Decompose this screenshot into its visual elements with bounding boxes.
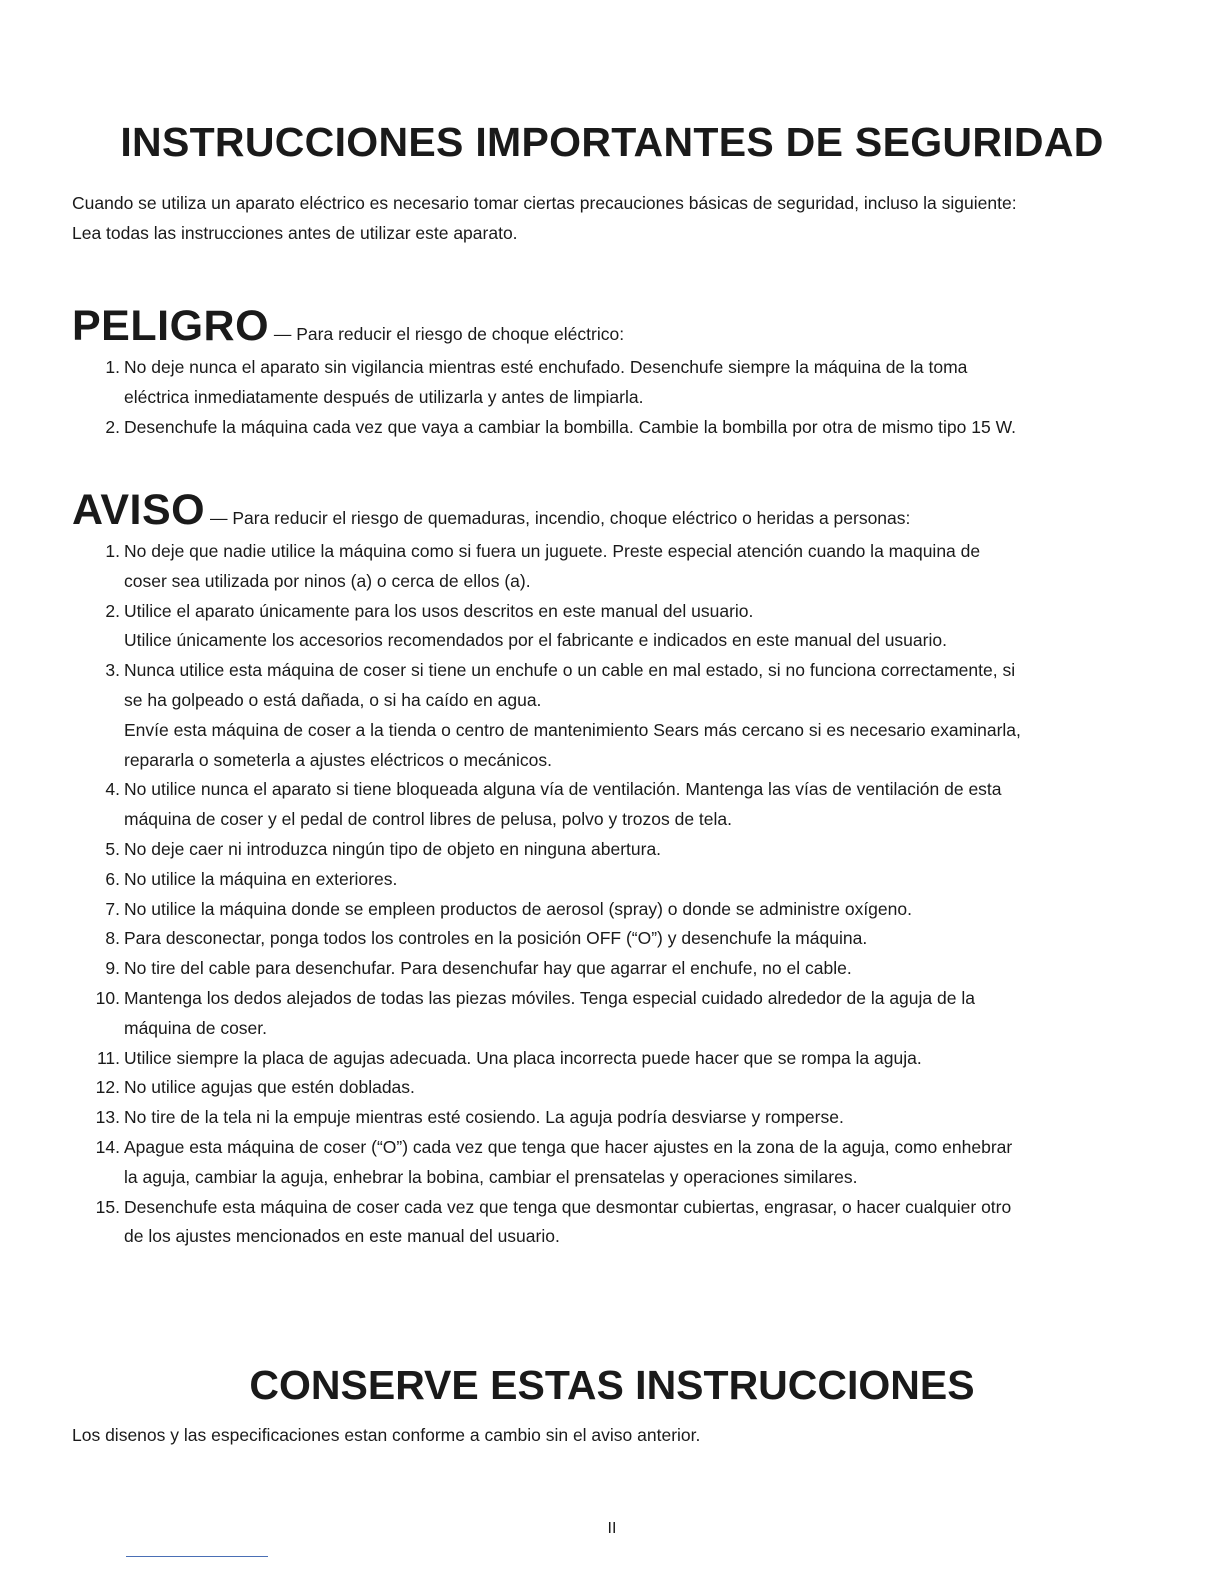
list-item-text	[124, 984, 1152, 1044]
list-item-text	[124, 537, 1152, 597]
list-item-line: máquina de coser.	[124, 1017, 268, 1038]
list-item-line: No utilice agujas que estén dobladas.	[124, 1077, 415, 1098]
intro-line: Lea todas las instrucciones antes de utilizar este aparato.	[72, 223, 518, 243]
list-item-line: se ha golpeado o está dañada, o si ha caído en agua.	[124, 689, 542, 710]
list-item-line: repararla o someterla a ajustes eléctricos o mecánicos.	[124, 749, 552, 770]
list-item	[72, 775, 1152, 835]
list-item-number: 13.	[95, 1107, 120, 1128]
list-item-line: No deje que nadie utilice la máquina como si fuera un juguete. Preste especial atención cuando la maquina de	[124, 541, 981, 561]
list-item	[72, 835, 1152, 865]
list-item-number: 10.	[95, 987, 120, 1008]
intro-paragraph	[72, 188, 1172, 248]
list-item	[72, 1073, 1152, 1103]
list-item-number: 3.	[105, 660, 120, 681]
list-item-line: No deje nunca el aparato sin vigilancia mientras esté enchufado. Desenchufe siempre la máquina de la toma	[124, 357, 968, 377]
list-item-line: la aguja, cambiar la aguja, enhebrar la bobina, cambiar el prensatelas y operaciones similares.	[124, 1166, 858, 1187]
list-item-number: 1.	[105, 541, 120, 561]
list-item-number: 15.	[95, 1196, 120, 1217]
list-item-line: No utilice la máquina en exteriores.	[124, 868, 398, 889]
list-item-line: Desenchufe esta máquina de coser cada vez que tenga que desmontar cubiertas, engrasar, o hacer cualquier otro	[124, 1196, 1012, 1217]
list-item	[72, 895, 1152, 925]
list-item-number: 11.	[96, 1047, 120, 1068]
list-item	[72, 1193, 1152, 1253]
list-item	[72, 413, 1152, 443]
list-item-number: 2.	[105, 600, 120, 621]
list-item-line: No deje caer ni introduzca ningún tipo de objeto en ninguna abertura.	[124, 838, 662, 859]
list-item-line: Para desconectar, ponga todos los controles en la posición OFF (“O”) y desenchufe la máquina.	[124, 928, 868, 949]
list-item-line: Desenchufe la máquina cada vez que vaya a cambiar la bombilla. Cambie la bombilla por otra de mismo tipo 15 W.	[124, 416, 1016, 437]
aviso-description: — Para reducir el riesgo de quemaduras, incendio, choque eléctrico o heridas a personas:	[205, 508, 911, 528]
page-number: II	[607, 1520, 617, 1537]
list-item-line: coser sea utilizada por ninos (a) o cerca de ellos (a).	[124, 570, 531, 591]
list-item	[72, 984, 1152, 1044]
list-item-text	[124, 413, 1152, 443]
list-item-text	[124, 835, 1152, 865]
list-item	[72, 1133, 1152, 1193]
peligro-label: PELIGRO	[72, 302, 270, 350]
list-item-text	[124, 1133, 1152, 1193]
list-item-line: Utilice siempre la placa de agujas adecuada. Una placa incorrecta puede hacer que se rompa la aguja.	[124, 1047, 922, 1068]
list-item-number: 5.	[105, 838, 120, 859]
footer-note: Los disenos y las especificaciones estan conforme a cambio sin el aviso anterior.	[72, 1425, 701, 1445]
list-item-text	[124, 1073, 1152, 1103]
list-item-text	[124, 353, 1152, 413]
list-item	[72, 656, 1152, 775]
footer-divider	[126, 1556, 268, 1557]
list-item-line: Utilice el aparato únicamente para los usos descritos en este manual del usuario.	[124, 600, 754, 621]
aviso-list	[72, 537, 1152, 1252]
list-item-line: de los ajustes mencionados en este manual del usuario.	[124, 1226, 560, 1247]
page-title: INSTRUCCIONES IMPORTANTES DE SEGURIDAD	[120, 119, 1104, 165]
peligro-list	[72, 353, 1152, 442]
list-item-text	[124, 954, 1152, 984]
list-item	[72, 1044, 1152, 1074]
list-item-text	[124, 656, 1152, 775]
peligro-heading	[72, 302, 624, 351]
list-item-line: No utilice nunca el aparato si tiene bloqueada alguna vía de ventilación. Mantenga las vías de ventilación de esta	[124, 779, 1002, 800]
list-item-number: 12.	[95, 1077, 120, 1098]
list-item-number: 8.	[105, 928, 120, 949]
aviso-heading	[72, 486, 910, 535]
list-item-line: Utilice únicamente los accesorios recomendados por el fabricante e indicados en este manual del usuario.	[124, 630, 947, 651]
list-item	[72, 954, 1152, 984]
list-item-text	[124, 1044, 1152, 1074]
list-item	[72, 1103, 1152, 1133]
peligro-description: — Para reducir el riesgo de choque eléctrico:	[269, 324, 625, 344]
list-item	[72, 597, 1152, 657]
list-item-text	[124, 1103, 1152, 1133]
list-item-line: máquina de coser y el pedal de control libres de pelusa, polvo y trozos de tela.	[124, 809, 732, 830]
list-item-text	[124, 1193, 1152, 1253]
list-item	[72, 353, 1152, 413]
list-item	[72, 924, 1152, 954]
list-item-line: Nunca utilice esta máquina de coser si tiene un enchufe o un cable en mal estado, si no funciona correctamente, si	[124, 660, 1016, 681]
list-item-text	[124, 865, 1152, 895]
list-item	[72, 537, 1152, 597]
conserve-heading: CONSERVE ESTAS INSTRUCCIONES	[249, 1362, 975, 1408]
list-item-line: Mantenga los dedos alejados de todas las piezas móviles. Tenga especial cuidado alrededor de la aguja de la	[124, 987, 975, 1008]
list-item-line: Envíe esta máquina de coser a la tienda o centro de mantenimiento Sears más cercano si es necesario examinarla,	[124, 719, 1021, 740]
list-item-number: 9.	[105, 958, 120, 979]
list-item-line: No tire del cable para desenchufar. Para desenchufar hay que agarrar el enchufe, no el cable.	[124, 958, 852, 979]
list-item-text	[124, 895, 1152, 925]
aviso-label: AVISO	[72, 486, 206, 534]
list-item	[72, 865, 1152, 895]
list-item-line: No tire de la tela ni la empuje mientras esté cosiendo. La aguja podría desviarse y romperse.	[124, 1107, 844, 1128]
list-item-line: No utilice la máquina donde se empleen productos de aerosol (spray) o donde se administre oxígeno.	[124, 898, 912, 919]
list-item-number: 1.	[105, 357, 120, 377]
list-item-number: 2.	[105, 416, 120, 437]
list-item-number: 7.	[105, 898, 120, 919]
list-item-number: 14.	[95, 1136, 120, 1157]
intro-line: Cuando se utiliza un aparato eléctrico es necesario tomar ciertas precauciones básicas de seguridad, incluso la siguiente:	[72, 193, 1017, 213]
list-item-line: Apague esta máquina de coser (“O”) cada vez que tenga que hacer ajustes en la zona de la aguja, como enhebrar	[124, 1136, 1013, 1157]
list-item-number: 6.	[105, 868, 120, 889]
list-item-line: eléctrica inmediatamente después de utilizarla y antes de limpiarla.	[124, 386, 644, 407]
list-item-text	[124, 924, 1152, 954]
list-item-text	[124, 597, 1152, 657]
list-item-number: 4.	[105, 779, 120, 800]
list-item-text	[124, 775, 1152, 835]
